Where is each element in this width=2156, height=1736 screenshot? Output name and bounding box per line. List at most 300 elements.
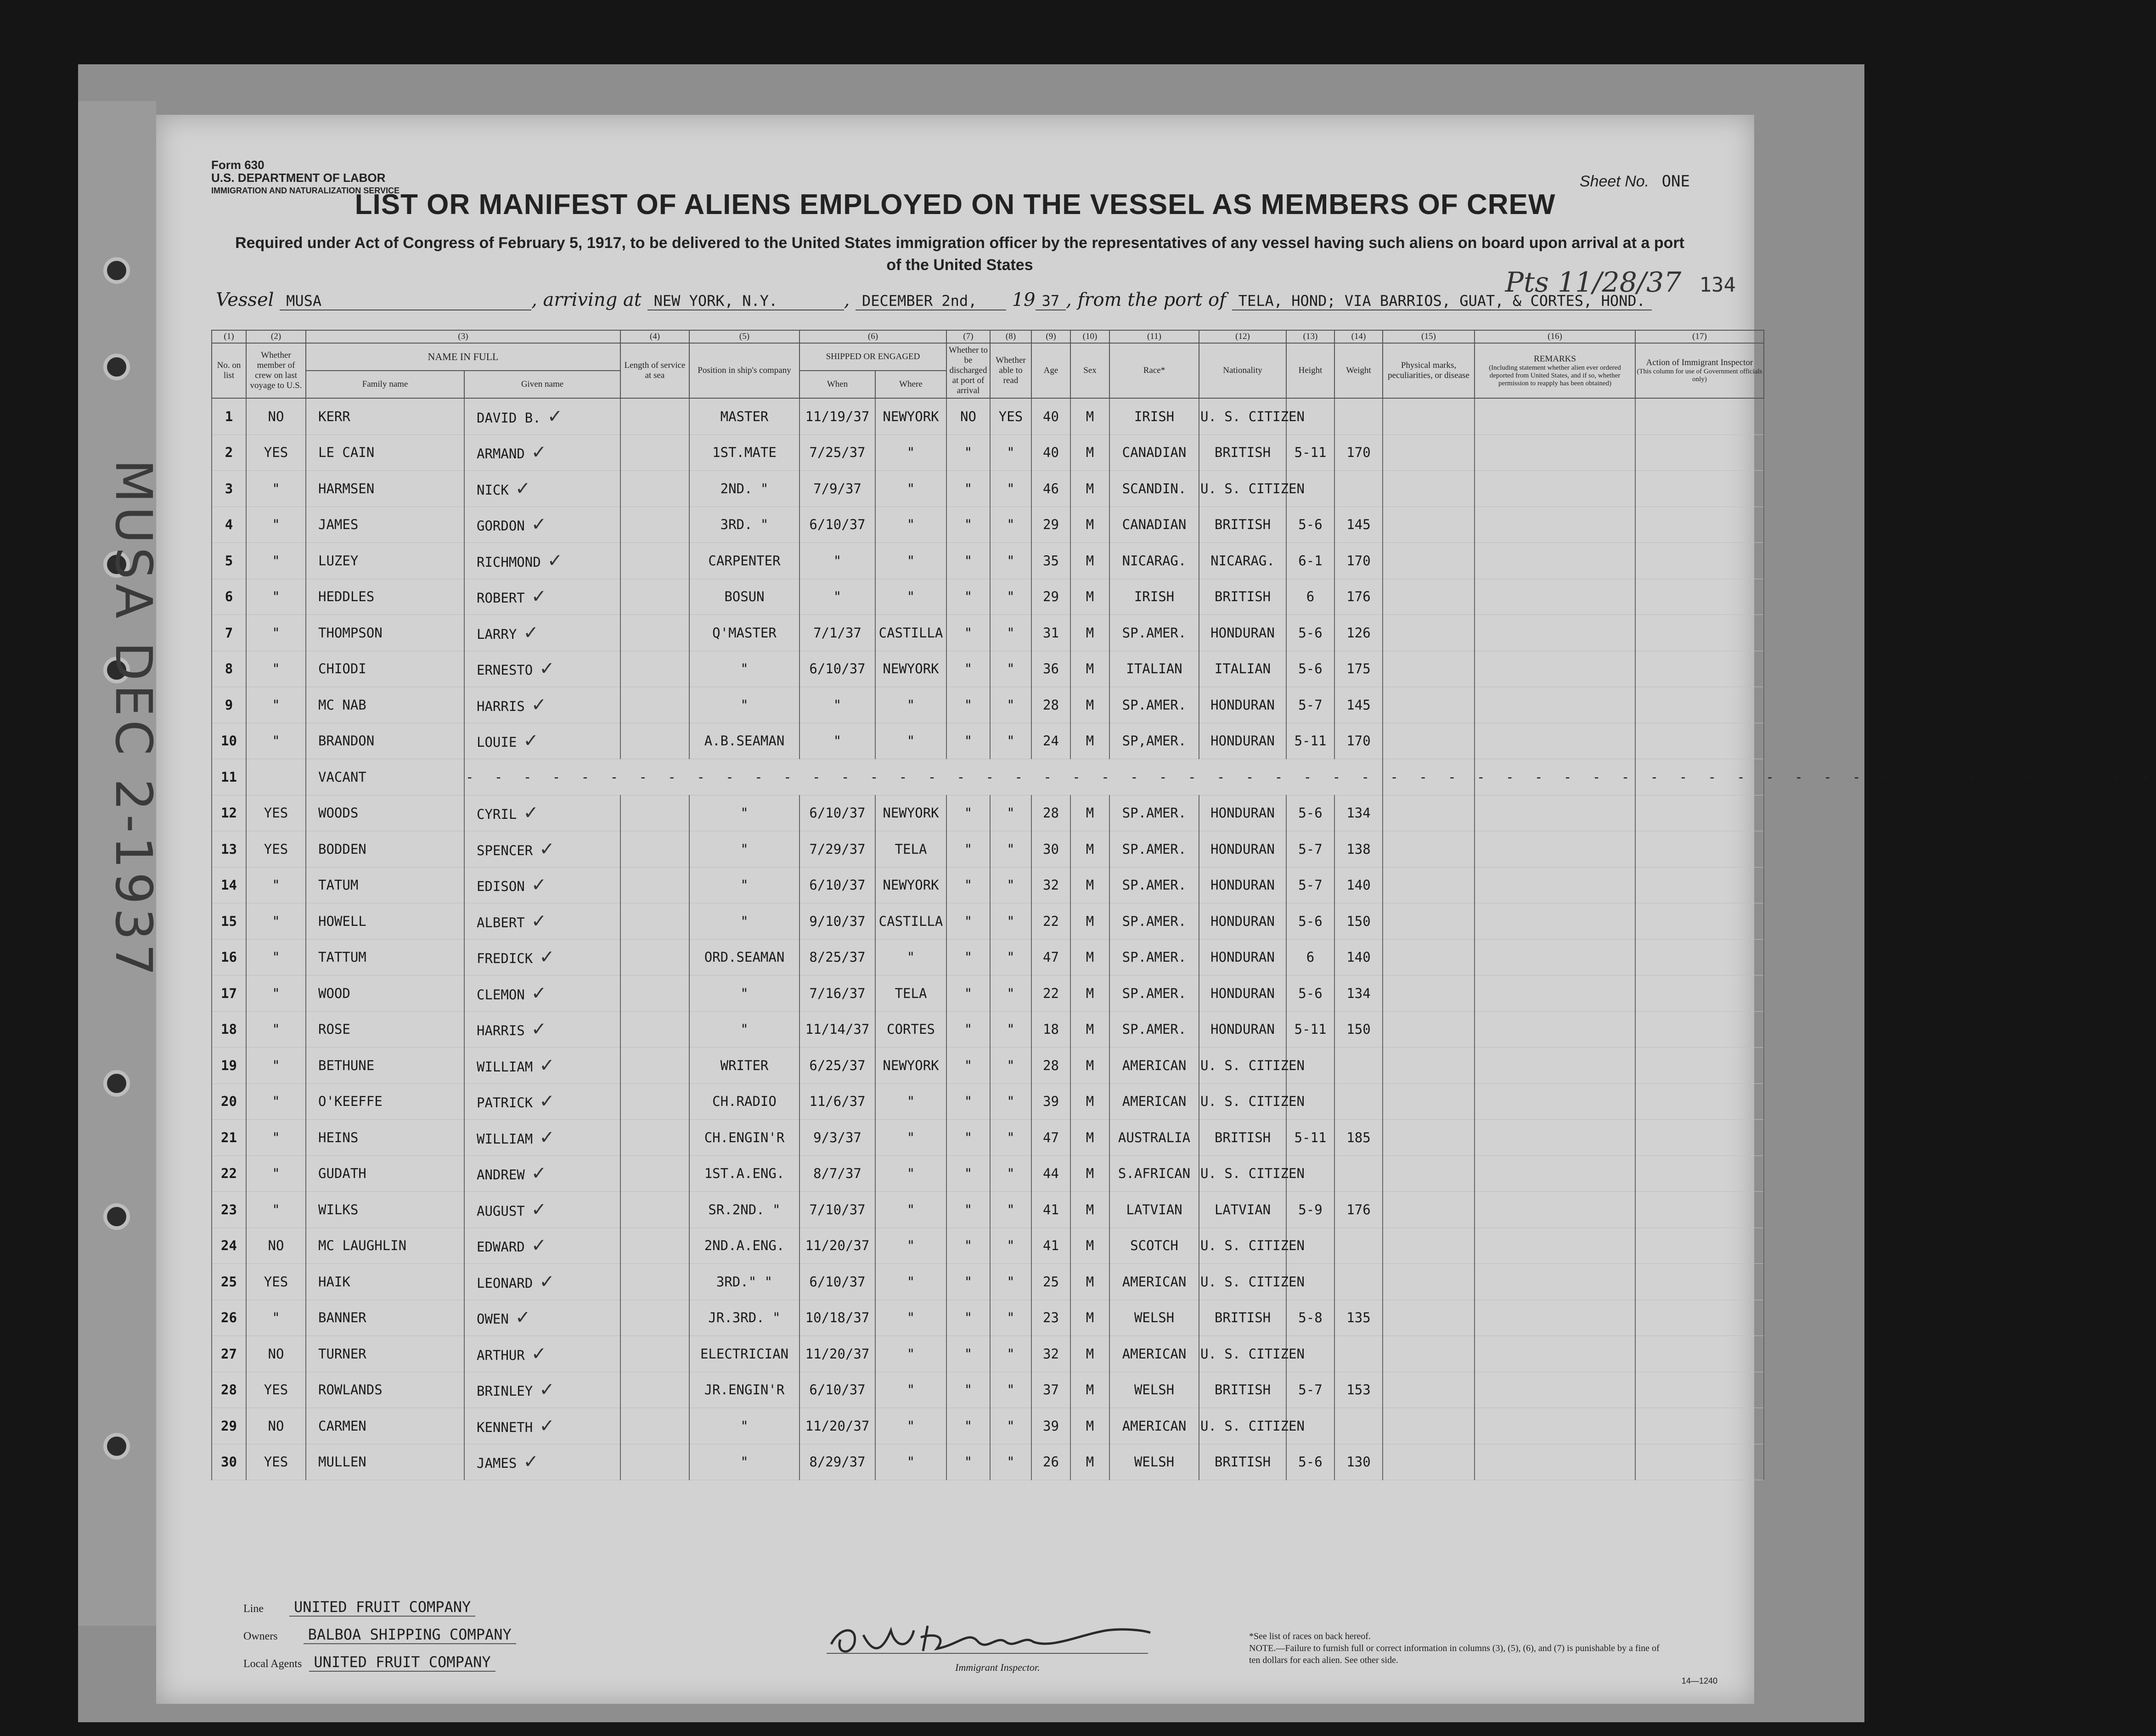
cell-position-text: " xyxy=(740,1454,749,1470)
cell-nationality xyxy=(1199,1120,1286,1156)
cell-height xyxy=(1286,434,1334,471)
cell-physical xyxy=(1383,651,1475,687)
cell-family-name xyxy=(306,1011,464,1048)
cell-given-name xyxy=(464,471,620,507)
cell-height xyxy=(1286,1444,1334,1480)
cell-height xyxy=(1286,867,1334,903)
cell-weight-text: 140 xyxy=(1346,949,1371,965)
cell-given-name xyxy=(464,1408,620,1444)
checkmark-icon: ✓ xyxy=(523,730,539,752)
cell-given-name-text: LARRY xyxy=(477,626,517,642)
fine-note: NOTE.—Failure to furnish full or correct information in columns (3), (5), (6), and (7) is punishable by a fine of ten dollars for each alien. See other side. xyxy=(1249,1643,1660,1665)
cell-number: 5 xyxy=(212,543,246,579)
col-num: (9) xyxy=(1031,330,1070,343)
cell-position xyxy=(689,434,799,471)
cell-number: 22 xyxy=(212,1155,246,1192)
cell-where xyxy=(875,723,946,759)
cell-length xyxy=(620,507,689,543)
cell-discharged-text: " xyxy=(964,841,973,857)
cell-weight xyxy=(1334,1336,1383,1372)
cell-nationality xyxy=(1199,1372,1286,1408)
table-row xyxy=(212,651,1764,687)
cell-when-text: 11/20/37 xyxy=(805,1346,870,1362)
arrival-date: DECEMBER 2nd, xyxy=(856,292,1006,310)
cell-position xyxy=(689,1264,799,1300)
cell-discharged xyxy=(946,1120,990,1156)
cell-physical xyxy=(1383,831,1475,868)
cell-position-text: " xyxy=(740,877,749,893)
cell-given-name-text: ANDREW xyxy=(477,1167,525,1183)
cell-sex xyxy=(1070,1011,1109,1048)
cell-number: 28 xyxy=(212,1372,246,1408)
cell-nationality xyxy=(1199,687,1286,723)
cell-remarks xyxy=(1475,975,1635,1012)
cell-weight xyxy=(1334,1228,1383,1264)
cell-number: 15 xyxy=(212,903,246,940)
cell-position xyxy=(689,687,799,723)
cell-given-name xyxy=(464,831,620,868)
race-note: *See list of races on back hereof. xyxy=(1249,1631,1371,1641)
cell-age xyxy=(1031,1228,1070,1264)
cell-family-name-text: BRANDON xyxy=(318,733,375,749)
cell-given-name xyxy=(464,507,620,543)
cell-when-text: 6/10/37 xyxy=(809,517,866,533)
cell-when-text: 7/10/37 xyxy=(809,1201,866,1217)
cell-member xyxy=(246,1120,306,1156)
cell-read-text: " xyxy=(1007,661,1015,677)
cell-where xyxy=(875,1048,946,1084)
cell-race xyxy=(1109,1083,1199,1120)
cell-age xyxy=(1031,1300,1070,1336)
cell-action xyxy=(1635,651,1764,687)
checkmark-icon: ✓ xyxy=(515,1307,531,1329)
cell-nationality xyxy=(1199,1444,1286,1480)
checkmark-icon: ✓ xyxy=(531,874,547,896)
cell-when xyxy=(799,975,875,1012)
header-position: Position in ship's company xyxy=(689,343,799,398)
cell-member xyxy=(246,507,306,543)
cell-race-text: WELSH xyxy=(1134,1310,1175,1326)
cell-race xyxy=(1109,1372,1199,1408)
cell-sex-text: M xyxy=(1086,1382,1094,1398)
cell-given-name xyxy=(464,1048,620,1084)
cell-nationality-text: BRITISH xyxy=(1214,445,1271,461)
cell-when-text: 9/3/37 xyxy=(813,1129,861,1145)
cell-given-name xyxy=(464,1228,620,1264)
cell-sex xyxy=(1070,975,1109,1012)
cell-where-text: " xyxy=(906,1201,915,1217)
cell-action xyxy=(1635,1228,1764,1264)
cell-read-text: " xyxy=(1007,480,1015,496)
cell-when xyxy=(799,471,875,507)
cell-discharged xyxy=(946,615,990,651)
cell-position xyxy=(689,795,799,831)
cell-age-text: 35 xyxy=(1043,552,1059,569)
cell-when xyxy=(799,687,875,723)
cell-where-text: CASTILLA xyxy=(878,913,943,929)
cell-race-text: AUSTRALIA xyxy=(1118,1129,1191,1145)
cell-given-name xyxy=(464,975,620,1012)
cell-member xyxy=(246,759,306,795)
cell-length xyxy=(620,1120,689,1156)
cell-member xyxy=(246,398,306,434)
cell-sex-text: M xyxy=(1086,1310,1094,1326)
cell-member xyxy=(246,831,306,868)
cell-length xyxy=(620,579,689,615)
cell-age-text: 41 xyxy=(1043,1238,1059,1254)
cell-sex xyxy=(1070,615,1109,651)
cell-position xyxy=(689,1011,799,1048)
cell-height-text: 5-11 xyxy=(1294,733,1327,749)
cell-sex xyxy=(1070,1083,1109,1120)
cell-action xyxy=(1635,543,1764,579)
cell-weight-text: 176 xyxy=(1346,589,1371,605)
cell-given-name-text: CYRIL xyxy=(477,806,517,823)
table-row xyxy=(212,903,1764,940)
cell-age-text: 28 xyxy=(1043,1057,1059,1073)
cell-sex xyxy=(1070,651,1109,687)
year-prefix: 19 xyxy=(1012,289,1036,310)
cell-member xyxy=(246,1408,306,1444)
cell-discharged xyxy=(946,1408,990,1444)
cell-physical xyxy=(1383,615,1475,651)
cell-remarks xyxy=(1475,1011,1635,1048)
cell-given-name-text: GORDON xyxy=(477,518,525,534)
cell-read-text: " xyxy=(1007,589,1015,605)
cell-family-name xyxy=(306,1264,464,1300)
cell-action xyxy=(1635,687,1764,723)
cell-action xyxy=(1635,795,1764,831)
cell-read xyxy=(990,867,1031,903)
cell-where xyxy=(875,579,946,615)
cell-nationality xyxy=(1199,434,1286,471)
cell-action xyxy=(1635,723,1764,759)
cell-physical xyxy=(1383,795,1475,831)
cell-member xyxy=(246,543,306,579)
cell-position xyxy=(689,1300,799,1336)
cell-weight xyxy=(1334,398,1383,434)
cell-discharged-text: " xyxy=(964,589,973,605)
cell-given-name-text: ERNESTO xyxy=(477,662,533,678)
cell-age-text: 39 xyxy=(1043,1093,1059,1110)
cell-read xyxy=(990,1336,1031,1372)
cell-where-text: NEWYORK xyxy=(883,661,939,677)
cell-when-text: 7/9/37 xyxy=(813,480,861,496)
cell-weight xyxy=(1334,543,1383,579)
cell-weight xyxy=(1334,867,1383,903)
cell-remarks xyxy=(1475,723,1635,759)
cell-family-name xyxy=(306,434,464,471)
cell-race-text: SP.AMER. xyxy=(1122,949,1187,965)
cell-read xyxy=(990,1011,1031,1048)
cell-discharged xyxy=(946,1155,990,1192)
cell-position-text: ELECTRICIAN xyxy=(700,1346,789,1362)
cell-member xyxy=(246,723,306,759)
cell-where xyxy=(875,615,946,651)
header-race: Race* xyxy=(1109,343,1199,398)
cell-action xyxy=(1635,975,1764,1012)
table-row xyxy=(212,867,1764,903)
cell-nationality xyxy=(1199,1011,1286,1048)
cell-age-text: 30 xyxy=(1043,841,1059,857)
cell-height xyxy=(1286,615,1334,651)
cell-position xyxy=(689,939,799,975)
cell-number: 19 xyxy=(212,1048,246,1084)
cell-member-text: NO xyxy=(268,1418,284,1434)
cell-position-text: ORD.SEAMAN xyxy=(704,949,785,965)
cell-age-text: 41 xyxy=(1043,1201,1059,1217)
checkmark-icon: ✓ xyxy=(539,1127,555,1148)
cell-where-text: " xyxy=(906,445,915,461)
cell-nationality-text: BRITISH xyxy=(1214,589,1271,605)
cell-race xyxy=(1109,651,1199,687)
col-num: (6) xyxy=(799,330,946,343)
cell-family-name-text: O'KEEFFE xyxy=(318,1093,383,1110)
cell-position xyxy=(689,1048,799,1084)
cell-weight-text: 126 xyxy=(1346,625,1371,641)
cell-discharged-text: " xyxy=(964,1238,973,1254)
cell-sex-text: M xyxy=(1086,1274,1094,1290)
header-when: When xyxy=(799,371,875,398)
cell-nationality xyxy=(1199,1048,1305,1084)
cell-when xyxy=(799,831,875,868)
cell-nationality xyxy=(1199,1155,1305,1192)
cell-read xyxy=(990,1300,1031,1336)
checkmark-icon: ✓ xyxy=(531,1163,547,1184)
cell-height xyxy=(1286,795,1334,831)
cell-member-text: " xyxy=(272,949,280,965)
cell-sex xyxy=(1070,398,1109,434)
cell-race xyxy=(1109,903,1199,940)
cell-nationality-text: HONDURAN xyxy=(1210,733,1275,749)
cell-age xyxy=(1031,398,1070,434)
cell-discharged xyxy=(946,903,990,940)
cell-discharged xyxy=(946,975,990,1012)
cell-weight-text: 130 xyxy=(1346,1454,1371,1470)
cell-length xyxy=(620,1048,689,1084)
cell-sex-text: M xyxy=(1086,1454,1094,1470)
cell-nationality xyxy=(1199,1300,1286,1336)
cell-discharged-text: " xyxy=(964,1201,973,1217)
cell-where xyxy=(875,651,946,687)
cell-height-text: 5-11 xyxy=(1294,1129,1327,1145)
cell-length xyxy=(620,615,689,651)
col-num: (4) xyxy=(620,330,689,343)
cell-read-text: " xyxy=(1007,1454,1015,1470)
header-action-inspector xyxy=(1635,343,1764,398)
cell-sex xyxy=(1070,795,1109,831)
footer-notes xyxy=(1249,1630,1662,1666)
cell-number: 12 xyxy=(212,795,246,831)
cell-position xyxy=(689,831,799,868)
cell-position-text: BOSUN xyxy=(724,589,765,605)
cell-family-name xyxy=(306,1048,464,1084)
cell-remarks xyxy=(1475,939,1635,975)
cell-when-text: 7/16/37 xyxy=(809,985,866,1001)
cell-age xyxy=(1031,1083,1070,1120)
cell-race xyxy=(1109,1300,1199,1336)
cell-length xyxy=(620,1408,689,1444)
cell-position-text: A.B.SEAMAN xyxy=(704,733,785,749)
cell-number: 13 xyxy=(212,831,246,868)
cell-age xyxy=(1031,1408,1070,1444)
cell-family-name-text: HOWELL xyxy=(318,913,366,929)
cell-member-text: " xyxy=(272,480,280,496)
cell-nationality-text: U. S. CITIZEN xyxy=(1200,1274,1305,1290)
cell-remarks xyxy=(1475,1083,1635,1120)
cell-number: 11 xyxy=(212,759,246,795)
cell-nationality xyxy=(1199,795,1286,831)
cell-given-name-text: HARRIS xyxy=(477,698,525,714)
cell-number: 27 xyxy=(212,1336,246,1372)
cell-position xyxy=(689,651,799,687)
cell-race-text: AMERICAN xyxy=(1122,1093,1187,1110)
cell-where xyxy=(875,1336,946,1372)
cell-when-text: 8/25/37 xyxy=(809,949,866,965)
cell-read-text: " xyxy=(1007,841,1015,857)
cell-position-text: CARPENTER xyxy=(708,552,781,569)
cell-when-text: " xyxy=(833,589,842,605)
cell-where-text: " xyxy=(906,1093,915,1110)
cell-position-text: " xyxy=(740,1418,749,1434)
cell-sex-text: M xyxy=(1086,1129,1094,1145)
cell-family-name xyxy=(306,1336,464,1372)
cell-family-name-text: TURNER xyxy=(318,1346,366,1362)
cell-nationality-text: HONDURAN xyxy=(1210,697,1275,713)
cell-weight-text: 185 xyxy=(1346,1129,1371,1145)
cell-age-text: 29 xyxy=(1043,589,1059,605)
cell-family-name-text: TATTUM xyxy=(318,949,366,965)
form-number: Form 630 xyxy=(211,158,265,172)
cell-race-text: AMERICAN xyxy=(1122,1418,1187,1434)
cell-action xyxy=(1635,1264,1764,1300)
cell-nationality xyxy=(1199,975,1286,1012)
cell-family-name-text: MULLEN xyxy=(318,1454,366,1470)
cell-sex xyxy=(1070,1192,1109,1228)
cell-physical xyxy=(1383,1408,1475,1444)
cell-family-name xyxy=(306,867,464,903)
cell-when xyxy=(799,543,875,579)
cell-age-text: 37 xyxy=(1043,1382,1059,1398)
cell-age-text: 47 xyxy=(1043,1129,1059,1145)
cell-weight-text: 140 xyxy=(1346,877,1371,893)
cell-position-text: " xyxy=(740,697,749,713)
cell-where-text: NEWYORK xyxy=(883,805,939,821)
cell-given-name xyxy=(464,723,620,759)
cell-position-text: 3RD. " xyxy=(720,517,769,533)
cell-when xyxy=(799,434,875,471)
cell-weight-text: 153 xyxy=(1346,1382,1371,1398)
agents-label: Local Agents xyxy=(243,1658,302,1670)
cell-given-name xyxy=(464,434,620,471)
cell-race-text: AMERICAN xyxy=(1122,1057,1187,1073)
cell-action xyxy=(1635,1120,1764,1156)
cell-position xyxy=(689,1228,799,1264)
cell-read xyxy=(990,579,1031,615)
cell-discharged-text: NO xyxy=(960,408,976,424)
cell-length xyxy=(620,434,689,471)
cell-where-text: " xyxy=(906,1418,915,1434)
cell-race xyxy=(1109,434,1199,471)
cell-family-name-text: WOOD xyxy=(318,985,350,1001)
cell-member-text: " xyxy=(272,697,280,713)
cell-when xyxy=(799,651,875,687)
cell-read xyxy=(990,1048,1031,1084)
binder-hole xyxy=(103,1433,130,1460)
cell-member-text: YES xyxy=(264,1274,288,1290)
cell-remarks xyxy=(1475,615,1635,651)
cell-discharged xyxy=(946,687,990,723)
cell-action xyxy=(1635,1048,1764,1084)
cell-discharged xyxy=(946,723,990,759)
cell-weight xyxy=(1334,1444,1383,1480)
owners-value: BALBOA SHIPPING COMPANY xyxy=(304,1626,516,1644)
cell-family-name xyxy=(306,975,464,1012)
cell-age-text: 44 xyxy=(1043,1166,1059,1182)
arriving-label: , arriving at xyxy=(531,289,642,310)
cell-age xyxy=(1031,831,1070,868)
cell-physical xyxy=(1383,507,1475,543)
cell-sex-text: M xyxy=(1086,552,1094,569)
checkmark-icon: ✓ xyxy=(531,1343,547,1364)
table-row xyxy=(212,1192,1764,1228)
cell-read-text: " xyxy=(1007,877,1015,893)
cell-when xyxy=(799,615,875,651)
cell-race xyxy=(1109,687,1199,723)
cell-where xyxy=(875,1372,946,1408)
cell-age xyxy=(1031,1011,1070,1048)
cell-length xyxy=(620,651,689,687)
cell-length xyxy=(620,1300,689,1336)
cell-given-name xyxy=(464,398,620,434)
remarks-title: REMARKS xyxy=(1534,354,1576,364)
cell-age-text: 18 xyxy=(1043,1021,1059,1037)
cell-given-name xyxy=(464,1264,620,1300)
cell-physical xyxy=(1383,1155,1475,1192)
cell-physical xyxy=(1383,1083,1475,1120)
cell-race-text: SP.AMER. xyxy=(1122,913,1187,929)
cell-member-text: " xyxy=(272,1021,280,1037)
cell-race-text: SP.AMER. xyxy=(1122,1021,1187,1037)
cell-where xyxy=(875,939,946,975)
cell-read-text: " xyxy=(1007,1238,1015,1254)
cell-weight-text: 150 xyxy=(1346,913,1371,929)
table-row xyxy=(212,1083,1764,1120)
cell-when xyxy=(799,1048,875,1084)
cell-discharged xyxy=(946,1336,990,1372)
cell-height-text: 6-1 xyxy=(1298,552,1323,569)
vessel-label: Vessel xyxy=(216,289,274,310)
cell-where-text: " xyxy=(906,1382,915,1398)
cell-read-text: " xyxy=(1007,1129,1015,1145)
cell-member xyxy=(246,434,306,471)
cell-height xyxy=(1286,1300,1334,1336)
cell-where xyxy=(875,1192,946,1228)
cell-discharged-text: " xyxy=(964,1274,973,1290)
cell-read xyxy=(990,1120,1031,1156)
cell-age xyxy=(1031,579,1070,615)
cell-weight xyxy=(1334,831,1383,868)
cell-remarks xyxy=(1475,687,1635,723)
cell-family-name-text: CHIODI xyxy=(318,661,366,677)
cell-read-text: " xyxy=(1007,1418,1015,1434)
cell-sex xyxy=(1070,543,1109,579)
cell-position xyxy=(689,1408,799,1444)
cell-member-text: NO xyxy=(268,408,284,424)
cell-discharged xyxy=(946,1011,990,1048)
cell-when xyxy=(799,1264,875,1300)
cell-remarks xyxy=(1475,1120,1635,1156)
